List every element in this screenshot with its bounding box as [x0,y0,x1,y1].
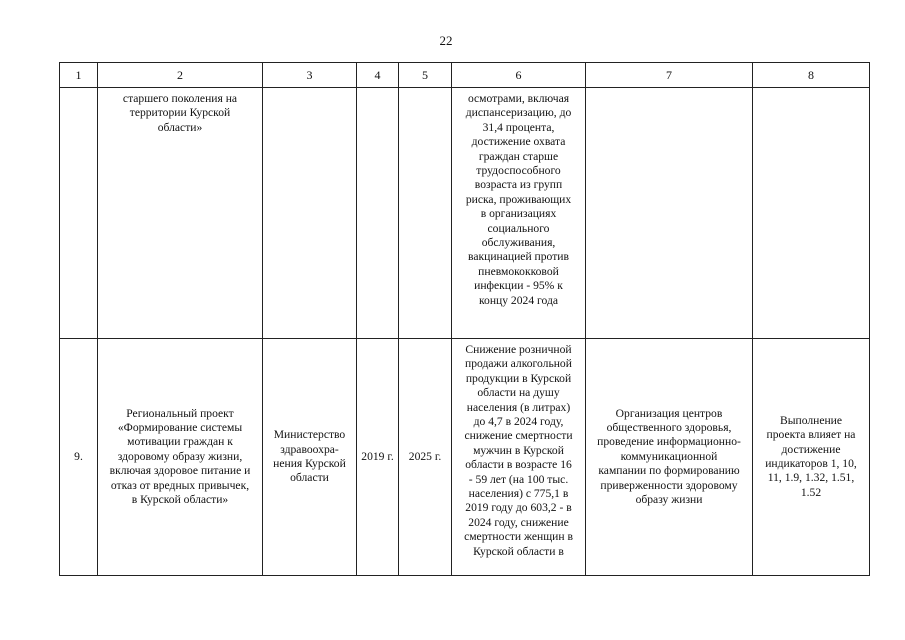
start-year-cell [357,339,399,576]
table-cell [586,88,753,339]
table-cell [357,88,399,339]
header-cell: 7 [586,63,753,88]
table-row-continued [60,88,870,339]
indicators-cell [753,339,870,576]
targets-cell [452,339,586,576]
project-name: Региональный проект «Формирование системы мотивации граждан к здоровому образу жизни, включая здоровое питание и отказ от вредных привычек, в Курской области» [109,406,251,507]
table-cell [753,88,870,339]
indicators-text: Выполнение проекта влияет на достижение индикаторов 1, 10, 11, 1.9, 1.32, 1.51, 1.52 [765,413,857,499]
document-table [59,62,870,576]
responsible-body: Министерство здравоохра- нения Курской области [273,428,346,485]
table-row-9 [60,339,870,576]
row-number-cell [60,339,98,576]
table-cell [263,88,357,339]
header-cell: 2 [98,63,263,88]
header-cell: 1 [60,63,98,88]
end-year-cell [399,339,452,576]
row-number: 9. [74,449,83,463]
table-cell [98,88,263,339]
activities-text: Организация центров общественного здоровья, проведение информационно- коммуникационной кампании по формированию приверженности здоровому образу жизни [597,406,741,507]
end-year: 2025 г. [408,449,442,463]
table-cell [452,88,586,339]
header-cell: 4 [357,63,399,88]
targets-text: Снижение розничной продажи алкогольной продукции в Курской области на душу населения (в литрах) до 4,7 в 2024 году, снижение смертности мужчин в Курской области в возрасте 16 - 59 лет (на 100 тыс. населения) с 775,1 в 2019 году до 603,2 - в 2024 году, снижение смертности женщин в Курской области в [464,343,573,558]
start-year: 2019 г. [361,449,394,463]
page-number: 22 [439,33,453,48]
header-cell: 3 [263,63,357,88]
table-cell [60,88,98,339]
header-cell: 8 [753,63,870,88]
header-row [60,63,870,88]
responsible-cell [263,339,357,576]
header-cell: 6 [452,63,586,88]
table-cell [399,88,452,339]
header-cell: 5 [399,63,452,88]
project-name-cell [98,339,263,576]
targets-continued: осмотрами, включая диспансеризацию, до 31,4 процента, достижение охвата граждан старше трудоспособного возраста из групп риска, проживающих в организациях социального обслуживания, вакцинацией против пневмококковой инфекции - 95% к концу 2024 года [465,92,572,307]
project-name-continued: старшего поколения на территории Курской области» [122,92,238,134]
activities-cell [586,339,753,576]
